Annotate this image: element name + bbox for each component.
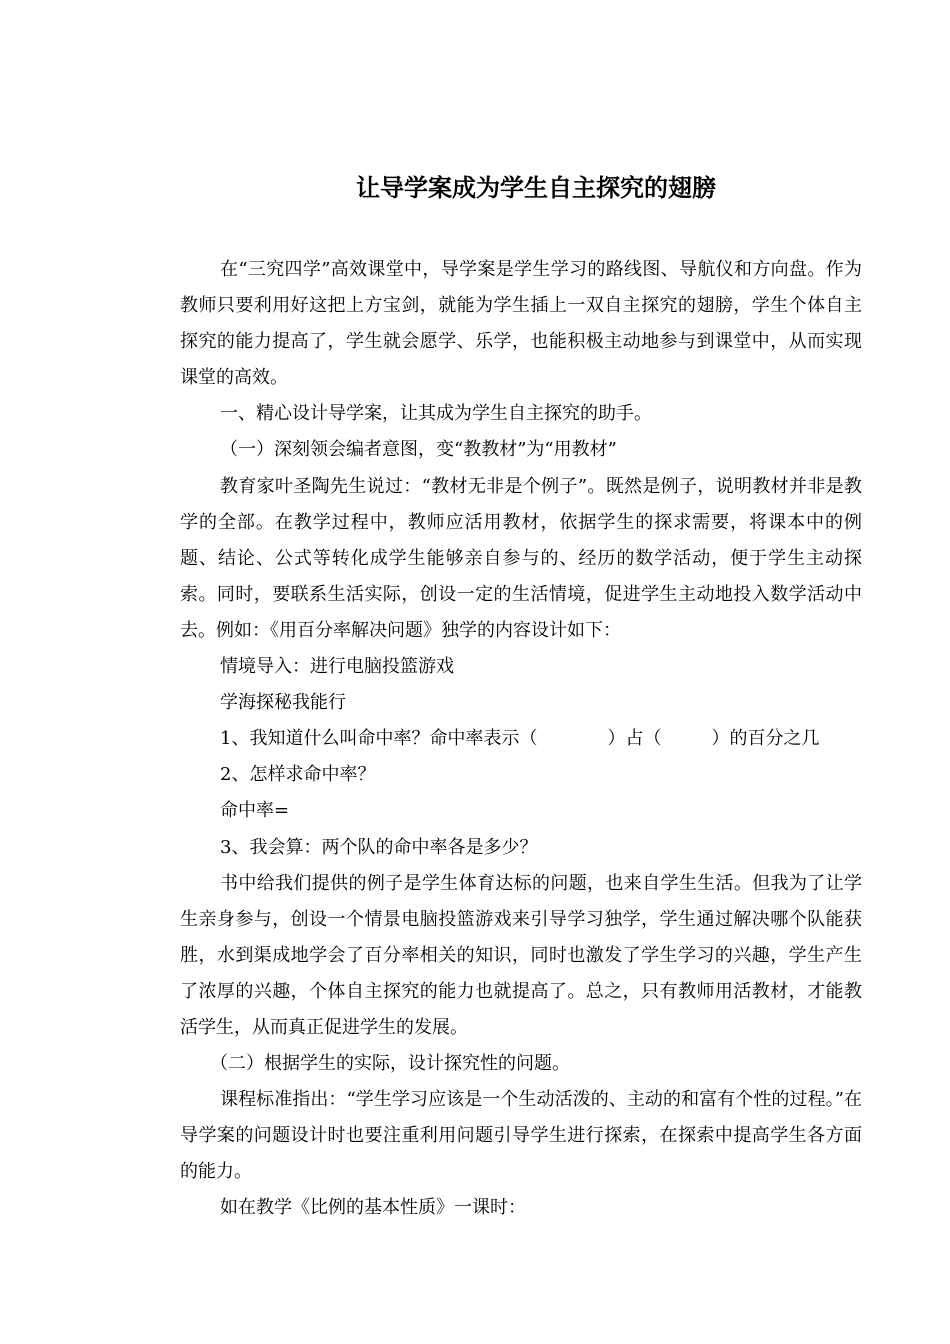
list-item-fill-blank (180, 721, 862, 757)
fill-blank-text-c: ）的百分之几 (711, 728, 820, 750)
document-title: 让导学案成为学生自主探究的翅膀 (356, 174, 716, 202)
body-paragraph-4: 课程标准指出：“学生学习应该是一个生动活泼的、主动的和富有个性的过程。”在导学案的问题设计时也要注重利用问题引导学生进行探索，在探索中提高学生各方面的能力。 (180, 1089, 862, 1183)
subsection-heading-2: （二）根据学生的实际，设计探究性的问题。 (210, 1053, 570, 1075)
fill-blank-text-a: 1、我知道什么叫命中率？命中率表示（ (220, 728, 538, 750)
body-paragraph-3: 书中给我们提供的例子是学生体育达标的问题，也来自学生生活。但我为了让学生亲身参与，创设一个情景电脑投篮游戏来引导学习独学，学生通过解决哪个队能获胜，水到渠成地学会了百分率相关的知识，同时也激发了学生学习的兴趣，学生产生了浓厚的兴趣，个体自主探究的能力也就提高了。总之，只有教师用活教材，才能教活学生，从而真正促进学生的发展。 (180, 872, 862, 1038)
section-heading-1: 一、精心设计导学案，让其成为学生自主探究的助手。 (220, 403, 652, 425)
list-item: 学海探秘我能行 (220, 692, 346, 714)
subsection-heading-1: （一）深刻领会编者意图，变“教教材”为“用教材” (220, 439, 617, 461)
body-paragraph-2: 教育家叶圣陶先生说过：“教材无非是个例子”。既然是例子，说明教材并非是教学的全部。在教学过程中，教师应活用教材，依据学生的探求需要，将课本中的例题、结论、公式等转化成学生能够亲自参与的、经历的数学活动，便于学生主动探索。同时，要联系生活实际，创设一定的生活情境，促进学生主动地投入数学活动中去。例如：《用百分率解决问题》独学的内容设计如下： (180, 475, 862, 641)
list-item: 命中率= (220, 800, 290, 822)
list-item: 情境导入：进行电脑投篮游戏 (220, 656, 454, 678)
list-item: 2、怎样求命中率？ (220, 764, 376, 786)
document-body (180, 252, 862, 1227)
intro-paragraph: 在“三究四学”高效课堂中，导学案是学生学习的路线图、导航仪和方向盘。作为教师只要利用好这把上方宝剑，就能为学生插上一双自主探究的翅膀，学生个体自主探究的能力提高了，学生就会愿学、乐学，也能积极主动地参与到课堂中，从而实现课堂的高效。 (180, 259, 862, 389)
fill-blank-text-b: ）占（ (607, 728, 662, 750)
body-paragraph-5: 如在教学《比例的基本性质》一课时： (220, 1197, 526, 1219)
list-item: 3、我会算：两个队的命中率各是多少？ (220, 836, 538, 858)
